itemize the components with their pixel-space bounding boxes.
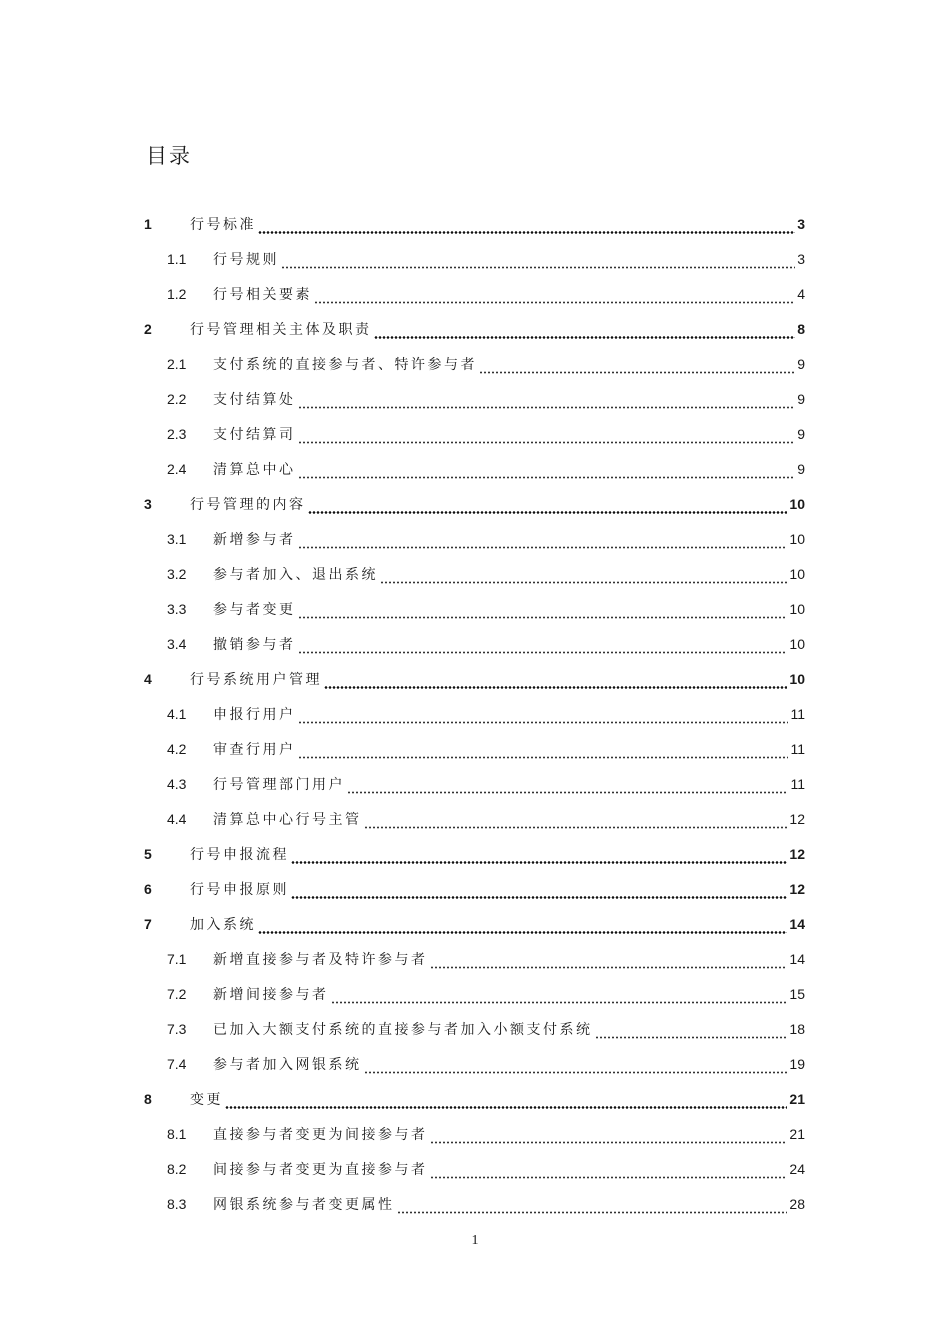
toc-entry-page: 4	[797, 286, 805, 302]
toc-entry-line	[213, 697, 805, 733]
toc-entry-line	[190, 487, 805, 523]
toc-entry-title: 行号系统用户管理	[190, 672, 322, 688]
toc-entry-section[interactable]	[0, 732, 950, 767]
toc-entry-title: 行号申报原则	[190, 882, 289, 898]
toc-entry-number: 3.2	[167, 566, 187, 582]
toc-entry-number: 7.3	[167, 1021, 187, 1037]
toc-entry-section[interactable]	[0, 417, 950, 452]
toc-entry-page: 10	[789, 496, 805, 512]
dot-leader	[374, 336, 796, 339]
toc-entry-number: 7.4	[167, 1056, 187, 1072]
dot-leader	[225, 1106, 787, 1109]
toc-entry-section[interactable]	[0, 592, 950, 627]
dot-leader	[258, 231, 795, 234]
toc-entry-page: 9	[797, 356, 805, 372]
dot-leader	[281, 266, 795, 269]
toc-entry-line	[213, 242, 805, 278]
toc-entry-section[interactable]	[0, 802, 950, 837]
toc-entry-number: 4.2	[167, 741, 187, 757]
toc-entry-title: 间接参与者变更为直接参与者	[213, 1162, 428, 1178]
toc-entry-section[interactable]	[0, 942, 950, 977]
toc-entry-title: 撤销参与者	[213, 637, 296, 653]
toc-entry-title: 支付结算司	[213, 427, 296, 443]
dot-leader	[347, 791, 788, 794]
toc-entry-line	[213, 732, 805, 768]
toc-entry-line	[190, 1082, 805, 1118]
toc-entry-section[interactable]	[0, 557, 950, 592]
toc-entry-page: 28	[789, 1196, 805, 1212]
toc-entry-line	[213, 627, 805, 663]
toc-entry-chapter[interactable]	[0, 837, 950, 872]
dot-leader	[291, 896, 787, 899]
toc-entry-number: 7.2	[167, 986, 187, 1002]
toc-entry-section[interactable]	[0, 452, 950, 487]
toc-entry-page: 10	[789, 671, 805, 687]
toc-entry-line	[213, 977, 805, 1013]
dot-leader	[380, 581, 787, 584]
toc-entry-section[interactable]	[0, 242, 950, 277]
toc-entry-number: 4.1	[167, 706, 187, 722]
toc-entry-page: 21	[789, 1126, 805, 1142]
toc-entry-page: 9	[797, 391, 805, 407]
toc-entry-number: 8	[144, 1091, 152, 1107]
toc-entry-title: 网银系统参与者变更属性	[213, 1197, 395, 1213]
toc-entry-title: 已加入大额支付系统的直接参与者加入小额支付系统	[213, 1022, 593, 1038]
toc-entry-line	[190, 872, 805, 908]
toc-entry-section[interactable]	[0, 697, 950, 732]
toc-entry-title: 加入系统	[190, 917, 256, 933]
toc-entry-title: 参与者加入网银系统	[213, 1057, 362, 1073]
dot-leader	[331, 1001, 788, 1004]
toc-entry-page: 18	[789, 1021, 805, 1037]
page-number: 1	[471, 1233, 479, 1248]
toc-entry-section[interactable]	[0, 1047, 950, 1082]
dot-leader	[430, 966, 788, 969]
toc-entry-title: 行号申报流程	[190, 847, 289, 863]
dot-leader	[298, 616, 788, 619]
toc-entry-page: 3	[797, 216, 805, 232]
toc-entry-section[interactable]	[0, 767, 950, 802]
dot-leader	[430, 1176, 788, 1179]
toc-entry-number: 2	[144, 321, 152, 337]
toc-entry-chapter[interactable]	[0, 312, 950, 347]
toc-entry-page: 11	[790, 776, 805, 792]
toc-entry-number: 5	[144, 846, 152, 862]
toc-entry-number: 3.4	[167, 636, 187, 652]
toc-entry-page: 12	[789, 881, 805, 897]
toc-entry-line	[190, 662, 805, 698]
toc-entry-line	[213, 767, 805, 803]
dot-leader	[308, 511, 788, 514]
toc-entry-chapter[interactable]	[0, 487, 950, 522]
toc-entry-number: 7.1	[167, 951, 187, 967]
toc-entry-title: 支付结算处	[213, 392, 296, 408]
toc-entry-line	[213, 1047, 805, 1083]
dot-leader	[430, 1141, 788, 1144]
toc-entry-chapter[interactable]	[0, 662, 950, 697]
toc-entry-number: 4.4	[167, 811, 187, 827]
dot-leader	[298, 476, 796, 479]
toc-entry-title: 行号标准	[190, 217, 256, 233]
toc-entry-number: 4	[144, 671, 152, 687]
toc-entry-line	[213, 277, 805, 313]
toc-entry-number: 1	[144, 216, 152, 232]
dot-leader	[298, 756, 789, 759]
toc-entry-number: 3	[144, 496, 152, 512]
toc-entry-line	[213, 592, 805, 628]
toc-entry-page: 14	[789, 916, 805, 932]
dot-leader	[298, 721, 789, 724]
toc-entry-title: 行号管理的内容	[190, 497, 306, 513]
toc-entry-line	[213, 942, 805, 978]
toc-entry-number: 2.1	[167, 356, 187, 372]
toc-entry-page: 8	[797, 321, 805, 337]
dot-leader	[258, 931, 787, 934]
dot-leader	[298, 406, 796, 409]
toc-entry-number: 1.2	[167, 286, 187, 302]
toc-entry-page: 12	[789, 846, 805, 862]
toc-entry-line	[213, 417, 805, 453]
toc-entry-chapter[interactable]	[0, 872, 950, 907]
toc-entry-page: 10	[789, 566, 805, 582]
toc-entry-title: 参与者加入、退出系统	[213, 567, 378, 583]
dot-leader	[364, 826, 788, 829]
toc-entry-title: 行号规则	[213, 252, 279, 268]
toc-entry-chapter[interactable]	[0, 207, 950, 242]
toc-entry-title: 新增间接参与者	[213, 987, 329, 1003]
toc-heading: 目录	[146, 144, 192, 168]
toc-entry-number: 7	[144, 916, 152, 932]
toc-entry-page: 14	[789, 951, 805, 967]
toc-entry-line	[213, 452, 805, 488]
toc-entry-title: 支付系统的直接参与者、特许参与者	[213, 357, 477, 373]
toc-entry-line	[213, 1152, 805, 1188]
dot-leader	[298, 546, 788, 549]
toc-entry-page: 24	[789, 1161, 805, 1177]
toc-entry-page: 10	[789, 601, 805, 617]
toc-entry-line	[190, 837, 805, 873]
dot-leader	[397, 1211, 788, 1214]
toc-entry-title: 参与者变更	[213, 602, 296, 618]
toc-entry-page: 21	[789, 1091, 805, 1107]
toc-entry-number: 1.1	[167, 251, 187, 267]
toc-entry-number: 2.3	[167, 426, 187, 442]
toc-entry-number: 6	[144, 881, 152, 897]
toc-entry-line	[213, 557, 805, 593]
toc-entry-line	[190, 207, 805, 243]
dot-leader	[479, 371, 795, 374]
dot-leader	[314, 301, 795, 304]
dot-leader	[298, 651, 788, 654]
toc-entry-title: 申报行用户	[213, 707, 296, 723]
toc-entry-section[interactable]	[0, 1012, 950, 1047]
dot-leader	[364, 1071, 788, 1074]
toc-entry-number: 8.3	[167, 1196, 187, 1212]
toc-entry-section[interactable]	[0, 347, 950, 382]
toc-entry-page: 10	[789, 531, 805, 547]
dot-leader	[298, 441, 796, 444]
toc-entry-page: 10	[789, 636, 805, 652]
toc-entry-number: 8.2	[167, 1161, 187, 1177]
dot-leader	[324, 686, 787, 689]
toc-entry-line	[213, 1012, 805, 1048]
toc-entry-title: 直接参与者变更为间接参与者	[213, 1127, 428, 1143]
toc-entry-page: 15	[789, 986, 805, 1002]
toc-entry-section[interactable]	[0, 1187, 950, 1222]
toc-entry-section[interactable]	[0, 522, 950, 557]
toc-entry-line	[213, 347, 805, 383]
toc-entry-number: 4.3	[167, 776, 187, 792]
toc-entry-page: 9	[797, 461, 805, 477]
toc-entry-page: 11	[790, 706, 805, 722]
toc-entry-section[interactable]	[0, 627, 950, 662]
toc-entry-page: 11	[790, 741, 805, 757]
toc-entry-section[interactable]	[0, 977, 950, 1012]
toc-entry-number: 2.2	[167, 391, 187, 407]
toc-entry-line	[213, 1187, 805, 1223]
toc-entry-number: 3.1	[167, 531, 187, 547]
table-of-contents	[0, 207, 950, 1222]
toc-entry-title: 清算总中心行号主管	[213, 812, 362, 828]
toc-entry-title: 行号管理部门用户	[213, 777, 345, 793]
toc-entry-section[interactable]	[0, 1117, 950, 1152]
toc-entry-chapter[interactable]	[0, 1082, 950, 1117]
toc-entry-number: 3.3	[167, 601, 187, 617]
dot-leader	[595, 1036, 788, 1039]
toc-entry-line	[190, 907, 805, 943]
toc-entry-number: 8.1	[167, 1126, 187, 1142]
toc-entry-line	[213, 522, 805, 558]
toc-entry-number: 2.4	[167, 461, 187, 477]
toc-entry-line	[213, 1117, 805, 1153]
toc-entry-title: 新增参与者	[213, 532, 296, 548]
toc-entry-line	[190, 312, 805, 348]
dot-leader	[291, 861, 787, 864]
toc-entry-line	[213, 802, 805, 838]
toc-entry-section[interactable]	[0, 1152, 950, 1187]
toc-entry-section[interactable]	[0, 277, 950, 312]
toc-entry-chapter[interactable]	[0, 907, 950, 942]
toc-entry-page: 19	[789, 1056, 805, 1072]
toc-entry-page: 12	[789, 811, 805, 827]
toc-entry-title: 变更	[190, 1092, 223, 1108]
toc-entry-section[interactable]	[0, 382, 950, 417]
toc-entry-page: 3	[797, 251, 805, 267]
toc-entry-title: 新增直接参与者及特许参与者	[213, 952, 428, 968]
toc-entry-line	[213, 382, 805, 418]
toc-entry-title: 行号管理相关主体及职责	[190, 322, 372, 338]
toc-entry-page: 9	[797, 426, 805, 442]
toc-entry-title: 清算总中心	[213, 462, 296, 478]
toc-entry-title: 行号相关要素	[213, 287, 312, 303]
toc-entry-title: 审查行用户	[213, 742, 296, 758]
